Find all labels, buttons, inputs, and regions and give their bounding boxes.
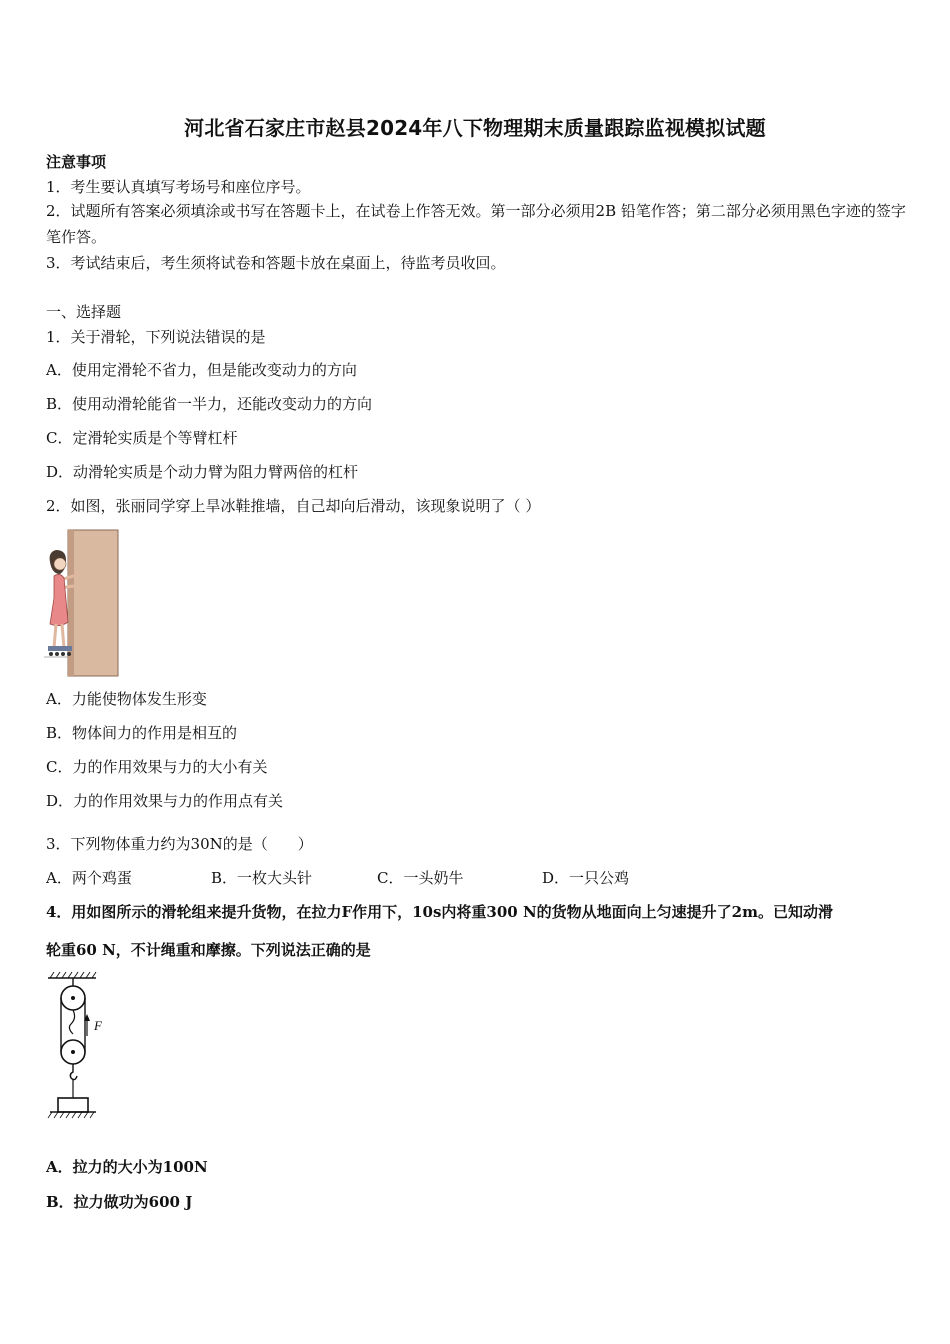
notice-item-2: 2．试题所有答案必须填涂或书写在答题卡上，在试卷上作答无效。第一部分必须用2B 铅笔作答；第二部分必须用黑色字迹的签字笔作答。 xyxy=(46,202,906,246)
q2-option-a: A．力能使物体发生形变 xyxy=(46,690,207,708)
q3-option-a: A．两个鸡蛋 xyxy=(46,869,132,887)
q4-stem-line1: 4．用如图所示的滑轮组来提升货物，在拉力F作用下，10s内将重300 N的货物从地面向上匀速提升了2m。已知动滑 xyxy=(46,903,833,921)
rope-middle xyxy=(69,1010,74,1034)
q3-option-b: B．一枚大头针 xyxy=(211,869,313,887)
skate-wheel xyxy=(55,652,59,656)
hook xyxy=(70,1064,77,1080)
skate-wheel xyxy=(67,652,71,656)
q3-option-d: D．一只公鸡 xyxy=(542,869,630,887)
wall-shape xyxy=(68,530,118,676)
girl-dress xyxy=(50,574,68,625)
q2-option-b: B．物体间力的作用是相互的 xyxy=(46,724,238,742)
skate-left xyxy=(48,646,60,651)
girl-pushing-wall-figure xyxy=(44,528,122,680)
q4-stem-line2: 轮重60 N，不计绳重和摩擦。下列说法正确的是 xyxy=(46,941,371,959)
notice-heading: 注意事项 xyxy=(46,153,107,171)
notice-item-1: 1．考生要认真填写考场号和座位序号。 xyxy=(46,178,311,196)
skate-right xyxy=(60,646,72,651)
ground-hatch xyxy=(48,1112,94,1118)
section-heading: 一、选择题 xyxy=(46,303,122,321)
page-title: 河北省石家庄市赵县2024年八下物理期末质量跟踪监视模拟试题 xyxy=(184,116,766,140)
q2-stem: 2．如图，张丽同学穿上旱冰鞋推墙，自己却向后滑动，该现象说明了（ ） xyxy=(46,497,541,515)
fixed-pulley-axle xyxy=(71,996,75,1000)
q4-option-a: A．拉力的大小为100N xyxy=(46,1158,208,1176)
q2-option-d: D．力的作用效果与力的作用点有关 xyxy=(46,792,284,810)
girl-leg-left xyxy=(54,624,56,648)
skate-wheel xyxy=(49,652,53,656)
skate-wheel xyxy=(61,652,65,656)
cargo-box xyxy=(58,1098,88,1112)
q1-option-a: A．使用定滑轮不省力，但是能改变动力的方向 xyxy=(46,361,357,379)
ceiling-hatch xyxy=(50,972,96,978)
girl-leg-right xyxy=(62,624,64,648)
q4-option-b: B．拉力做功为600 J xyxy=(46,1193,193,1211)
q1-stem: 1．关于滑轮，下列说法错误的是 xyxy=(46,328,266,346)
q1-option-b: B．使用动滑轮能省一半力，还能改变动力的方向 xyxy=(46,395,373,413)
q2-option-c: C．力的作用效果与力的大小有关 xyxy=(46,758,268,776)
force-label: F xyxy=(94,1018,102,1033)
pulley-system-figure xyxy=(44,970,120,1122)
girl-face xyxy=(54,558,66,570)
q3-option-c: C．一头奶牛 xyxy=(377,869,464,887)
movable-pulley-axle xyxy=(71,1050,75,1054)
q3-stem: 3．下列物体重力约为30N的是（ ） xyxy=(46,835,313,853)
q1-option-c: C．定滑轮实质是个等臂杠杆 xyxy=(46,429,238,447)
q1-option-d: D．动滑轮实质是个动力臂为阻力臂两倍的杠杆 xyxy=(46,463,359,481)
notice-item-3: 3．考试结束后，考生须将试卷和答题卡放在桌面上，待监考员收回。 xyxy=(46,254,506,272)
